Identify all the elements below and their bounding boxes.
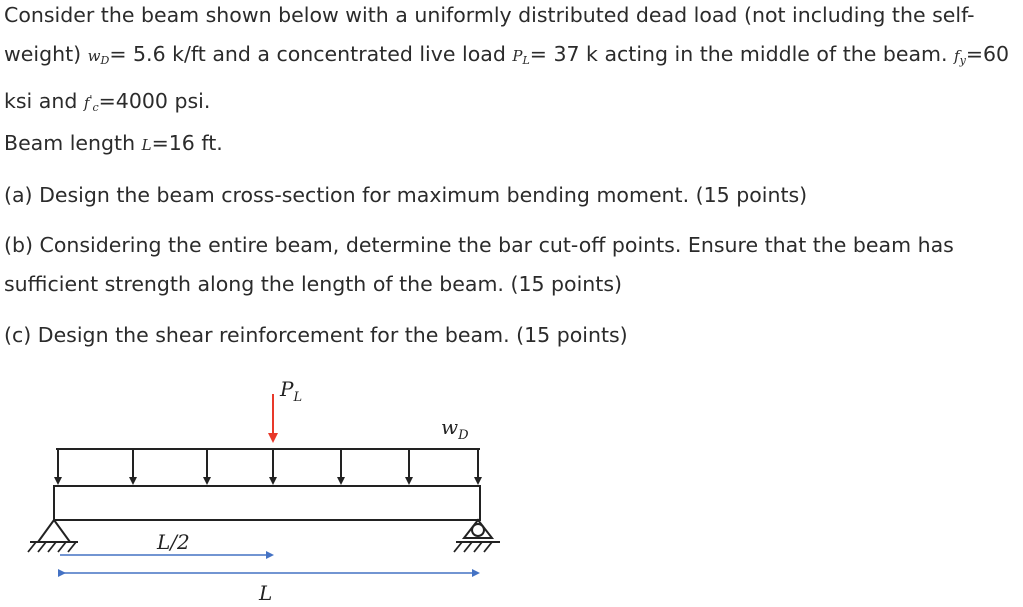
half-length-label: L/2 [157,530,190,554]
beam-body [54,486,480,520]
part-b-text: (b) Considering the entire beam, determine the bar cut-off points. Ensure that the beam has sufficient strength along the length of the beam. (15 points) [4,233,954,296]
part-c-text: (c) Design the shear reinforcement for the beam. (15 points) [4,323,628,347]
part-a-text: (a) Design the beam cross-section for maximum bending moment. (15 points) [4,183,808,207]
fc-symbol: $f'_c$ [83,93,99,114]
roller-support [454,520,500,552]
pin-support [28,520,78,552]
length-symbol: L [141,136,152,154]
pl-label: $P_L$ [280,377,303,405]
length-label: L [259,581,273,605]
beam-diagram [0,370,1023,607]
distributed-load-arrows [58,449,478,481]
wd-symbol: $w_D$ [87,47,110,67]
fy-symbol: $f_y$ [954,47,966,67]
problem-statement: Consider the beam shown below with a uniformly distributed dead load (not including the self- weight) $w_D= 5.6$ k/ft and a concentrated live load $P_L= 37$ k acting in the middle of the beam. $f_y=60$ ksi and $f'_c=4000$ psi. [4,3,1010,114]
wd-label: $w_D$ [441,415,469,443]
pl-symbol: $P_L$ [512,47,530,67]
beam-length-text: Beam length L=16 ft. [4,131,223,155]
